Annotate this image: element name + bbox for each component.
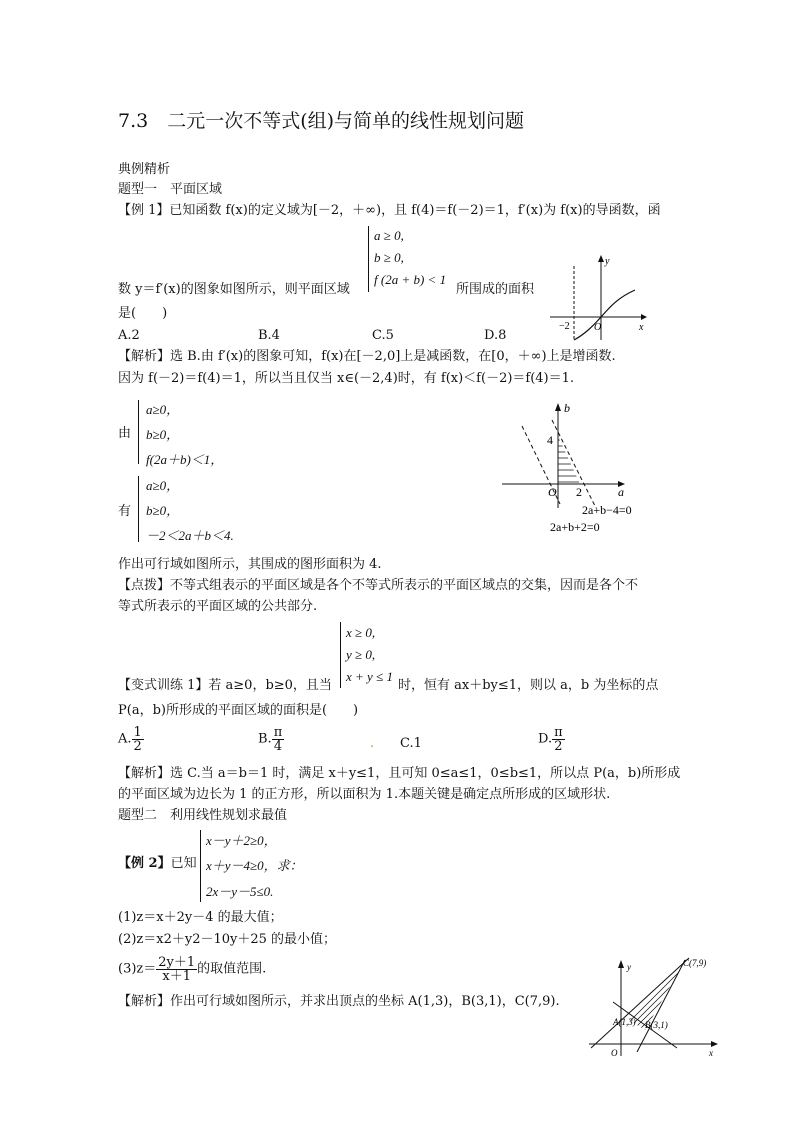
section-heading: 典例精析 [118,162,171,177]
var1-option-d: D. $\frac{\pi}{2}$ [538,725,563,754]
four-label: 4 [547,433,553,447]
point-b-label: B(3,1) [645,1020,668,1030]
sol1-sys2-1: a≥0， [146,478,180,493]
ex1-option-a: A.2 [118,328,140,343]
var1-cond-3: x + y ≤ 1 [346,669,393,684]
b-axis-arrow [555,403,561,411]
sol1-brace1 [138,400,139,464]
sol1-sys1-2: b≥0， [146,427,180,442]
y-label: y [605,256,610,267]
ex1-brace [368,226,369,292]
sol1-sys2-2: b≥0， [146,503,180,518]
point-a-label: A(1,3) [613,1017,636,1027]
sol1-line2: 因为 f(－2)＝f(4)＝1，所以当且仅当 x∈(－2,4)时，有 f(x)＜f(－2)＝f(4)＝1. [118,371,575,386]
type2-heading: 题型二 利用线性规划求最值 [118,808,288,823]
sol2-line2: 的平面区域为边长为 1 的正方形，所以面积为 1.本题关键是确定点所形成的区域形状. [118,787,611,802]
two-label: 2 [576,485,582,499]
ex2-q2: (2)z＝x2＋y2－10y＋25 的最小值； [118,932,337,947]
var1-brace [340,622,341,688]
line1-label: 2a+b−4=0 [582,503,632,517]
ex1-derivative-figure [545,252,650,344]
ex1-line2b: 所围成的面积 [456,282,535,297]
var1-option-b: B. $\frac{\pi}{4}$ [258,725,283,754]
tip-line1: 【点拨】不等式组表示的平面区域是各个不等式所表示的平面区域点的交集，因而是各个不 [118,578,639,593]
x-axis-arrow [641,314,647,320]
minus2-label: −2 [559,321,570,332]
y-label-3: y [627,962,631,972]
type1-heading: 题型一 平面区域 [118,182,223,197]
ex2-q3: (3)z＝ $\frac{2y+1}{x+1}$ 的取值范围. [118,955,267,984]
point-c-label: C(7,9) [683,958,707,968]
tip-line2: 等式所表示的平面区域的公共部分. [118,599,318,614]
line-x-y-plus2 [591,958,689,1048]
ex1-line1: 【例 1】已知函数 f(x)的定义域为[－2，＋∞)，且 f(4)＝f(－2)＝1，f′(x)为 f(x)的导函数，函 [118,203,661,218]
ex1-cond-1: a ≥ 0, [374,228,404,243]
ex1-line2a: 数 y＝f′(x)的图象如图所示，则平面区域 [118,282,350,297]
y-axis-arrow-3 [618,960,624,968]
var1-option-c: C.1 [400,736,422,751]
ex1-option-b: B.4 [258,328,280,343]
var1-cond-2: y ≥ 0, [346,647,376,662]
var1-line2: P(a，b)所形成的平面区域的面积是( ) [118,703,359,718]
x-axis-arrow-3 [711,1041,718,1047]
var1-line1b: 时，恒有 ax＋by≤1，则以 a，b 为坐标的点 [398,678,659,693]
derivative-curve [574,290,635,340]
ex2-q1: (1)z＝x＋2y－4 的最大值； [118,910,283,925]
line2-label: 2a+b+2=0 [550,520,600,534]
sol1-sys2-3: －2＜2a＋b＜4. [146,528,234,543]
x-label: x [639,322,644,333]
b-label: b [564,401,570,415]
x-label-3: x [709,1048,713,1058]
var1-line1a: 【变式训练 1】若 a≥0，b≥0，且当 [118,678,332,693]
ex2-sys-3: 2x－y－5≤0. [206,884,274,899]
sol1-sys1-3: f(2a＋b)＜1， [146,452,224,467]
line-2x-y-minus5 [637,960,685,1052]
ex2-sys-1: x－y＋2≥0， [206,833,277,848]
var1-option-a: A. $\frac{1}{2}$ [118,725,142,754]
ex2-region-figure [585,952,725,1062]
origin-label-3: O [611,1048,618,1058]
ex2-head: 【例 2】已知 [118,856,197,871]
shaded-region [550,440,590,482]
origin-label-2: O [548,485,557,499]
ex1-option-d: D.8 [484,328,507,343]
y-axis-arrow [598,255,604,262]
sol1-you: 由 [118,426,132,441]
origin-label: O [594,322,602,333]
sol1-brace2 [138,476,139,542]
a-label: a [618,485,624,499]
ex1-option-c: C.5 [372,328,394,343]
page-title: 7.3 二元一次不等式(组)与简单的线性规划问题 [118,110,525,132]
sol1-have: 有 [118,504,132,519]
sol2-line1: 【解析】选 C.当 a＝b＝1 时，满足 x＋y≤1，且可知 0≤a≤1，0≤b≤1，所以点 P(a，b)所形成 [118,766,681,781]
ex2-brace [200,830,201,902]
stray-dot: . [370,736,375,751]
ex1-cond-3: f (2a + b) < 1 [374,272,447,287]
sol1-conclusion: 作出可行域如图所示，其围成的图形面积为 4. [118,557,382,572]
sol1-sys1-1: a≥0， [146,402,180,417]
sol1-line1: 【解析】选 B.由 f′(x)的图象可知，f(x)在[－2,0]上是减函数，在[0，＋∞)上是增函数. [118,349,616,364]
ex2-solution: 【解析】作出可行域如图所示，并求出顶点的坐标 A(1,3)，B(3,1)，C(7,9). [118,994,560,1009]
ex1-cond-2: b ≥ 0, [374,250,404,265]
ex2-sys-2: x＋y－4≥0，求： [206,858,303,873]
sol1-region-figure [500,396,660,538]
ex1-line3: 是( ) [118,306,168,321]
var1-cond-1: x ≥ 0, [346,625,376,640]
